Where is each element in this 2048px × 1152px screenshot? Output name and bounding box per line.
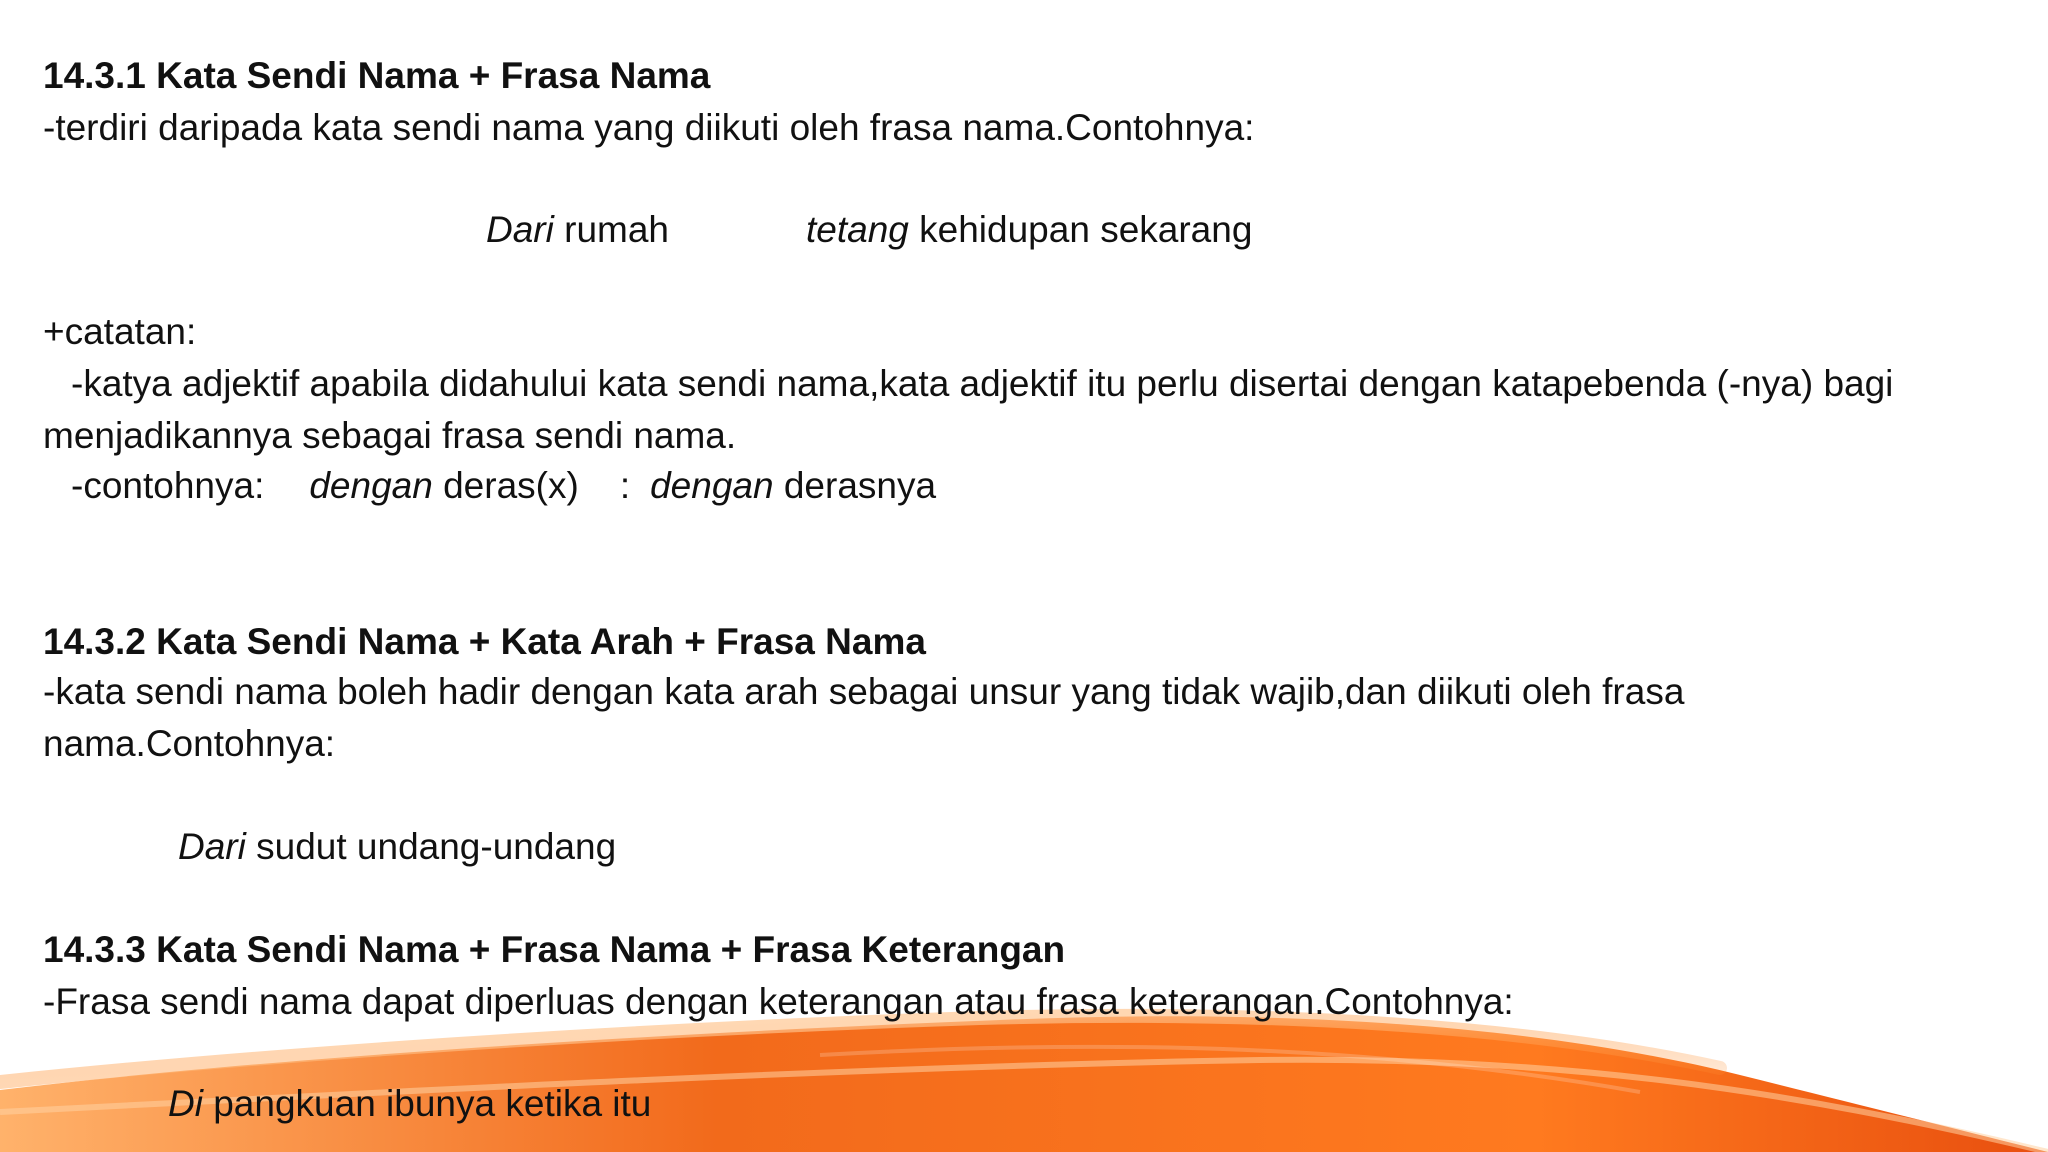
section-2-example-italic: Dari [178,826,246,867]
section-1-example-2-italic: tetang [806,209,909,250]
section-2-example [178,825,616,869]
section-1-example-2 [806,208,1252,252]
section-3-example-italic: Di [168,1083,203,1124]
section-2-example-rest: sudut undang-undang [245,826,617,867]
section-1-wrong-italic: dengan [309,465,433,506]
section-1-example-prefix: -contohnya: [71,465,265,506]
section-1-heading: 14.3.1 Kata Sendi Nama + Frasa Nama [43,55,711,96]
section-1-correct-italic: dengan [650,465,774,506]
section-1-example-1-italic: Dari [486,209,554,250]
section-1-description: -terdiri daripada kata sendi nama yang diikuti oleh frasa nama.Contohnya: [43,107,1255,148]
section-1-example-1 [486,208,669,252]
section-2-description-line-1: -kata sendi nama boleh hadir dengan kata arah sebagai unsur yang tidak wajib,dan diikuti oleh frasa [43,671,1685,712]
section-1-example-1-rest: rumah [553,209,669,250]
section-1-note-line-2: menjadikannya sebagai frasa sendi nama. [43,415,737,456]
section-2-heading: 14.3.2 Kata Sendi Nama + Kata Arah + Frasa Nama [43,621,926,662]
section-2-description-line-2: nama.Contohnya: [43,723,336,764]
section-3-example [168,1082,651,1126]
section-3-heading: 14.3.3 Kata Sendi Nama + Frasa Nama + Frasa Keterangan [43,929,1066,970]
section-3-example-rest: pangkuan ibunya ketika itu [202,1083,652,1124]
section-1-note-line-1: -katya adjektif apabila didahului kata sendi nama,kata adjektif itu perlu disertai dengan katapebenda (-nya) bagi [71,363,1894,404]
section-1-note-heading: +catatan: [43,311,197,352]
section-1-wrong-rest: deras(x) [432,465,579,506]
section-1-correct-rest: derasnya [773,465,937,506]
section-1-example-separator: : [619,465,631,506]
section-1-example-line [71,464,936,508]
section-3-description: -Frasa sendi nama dapat diperluas dengan keterangan atau frasa keterangan.Contohnya: [43,981,1514,1022]
section-1-example-2-rest: kehidupan sekarang [908,209,1253,250]
